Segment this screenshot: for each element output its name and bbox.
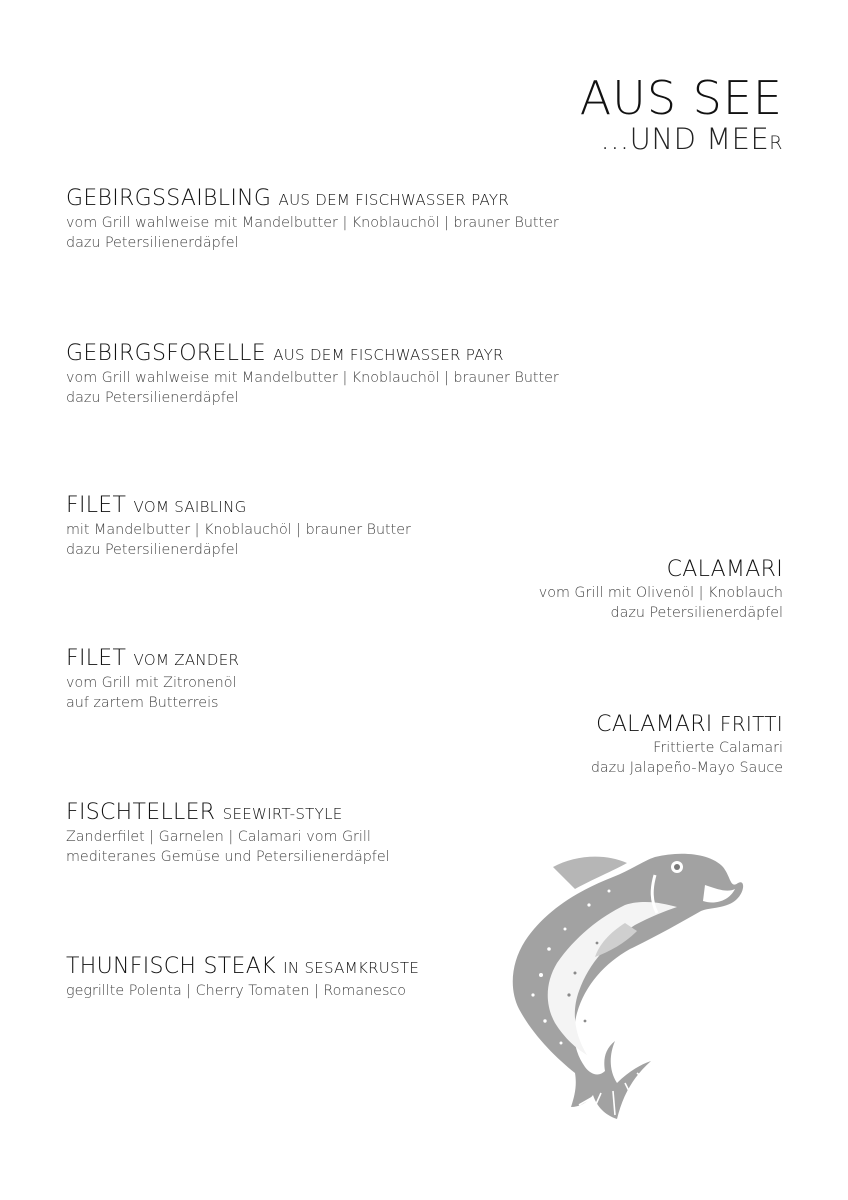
dish-name xyxy=(66,800,390,827)
dish-name xyxy=(66,341,559,368)
subtitle-end: R xyxy=(769,132,783,154)
dish-description: gegrillte Polenta | Cherry Tomaten | Romanesco xyxy=(66,983,407,999)
dish-side: dazu Jalapeño-Mayo Sauce xyxy=(590,760,783,776)
dish-name xyxy=(66,646,239,673)
dish-title: FILET xyxy=(66,493,127,518)
dish-subtitle: SEEWIRT-STYLE xyxy=(222,805,343,823)
dish-title: GEBIRGSFORELLE xyxy=(66,341,266,366)
page-title: AUS SEE xyxy=(579,71,783,125)
dish-title: GEBIRGSSAIBLING xyxy=(66,186,272,211)
dish-subtitle: VOM SAIBLING xyxy=(133,498,247,516)
dish-description: vom Grill mit Zitronenöl xyxy=(66,675,237,691)
dish-description: vom Grill mit Olivenöl | Knoblauch xyxy=(538,585,783,601)
dish-name xyxy=(591,711,783,738)
dish-side: mediteranes Gemüse und Petersilienerdäpfel xyxy=(66,849,390,865)
dish-description: vom Grill wahlweise mit Mandelbutter | Knoblauchöl | brauner Butter xyxy=(66,370,559,386)
dish-title: FISCHTELLER xyxy=(66,800,216,825)
page-subtitle xyxy=(580,124,783,158)
dish-name xyxy=(539,557,783,583)
dish-description: vom Grill wahlweise mit Mandelbutter | Knoblauchöl | brauner Butter xyxy=(66,215,559,231)
dish-description: Frittierte Calamari xyxy=(653,740,783,756)
dish-side: dazu Petersilienerdäpfel xyxy=(66,235,239,251)
dish-subtitle: VOM ZANDER xyxy=(133,651,240,669)
dish-subtitle: AUS DEM FISCHWASSER PAYR xyxy=(273,346,504,364)
dish-title: THUNFISCH STEAK xyxy=(66,954,276,979)
dish-subtitle: IN SESAMKRUSTE xyxy=(283,959,420,977)
dish-name xyxy=(66,493,411,520)
dish-name xyxy=(66,186,559,213)
menu-item-filet-saibling xyxy=(66,493,411,560)
dish-subtitle: AUS DEM FISCHWASSER PAYR xyxy=(278,191,510,209)
dish-name xyxy=(66,954,419,981)
dish-description: Zanderfilet | Garnelen | Calamari vom Grill xyxy=(66,829,371,845)
menu-item-calamari-fritti xyxy=(591,711,783,778)
page-header xyxy=(580,72,783,158)
menu-item-fischteller xyxy=(66,800,390,867)
dish-subtitle: FRITTI xyxy=(719,712,783,736)
menu-item-thunfisch-steak xyxy=(66,954,419,1001)
dish-title: CALAMARI xyxy=(596,712,713,737)
dish-title: CALAMARI xyxy=(666,557,783,582)
dish-description: mit Mandelbutter | Knoblauchöl | brauner Butter xyxy=(66,522,411,538)
dish-side: dazu Petersilienerdäpfel xyxy=(610,605,783,621)
subtitle-main: ...UND MEE xyxy=(600,122,770,156)
dish-side: dazu Petersilienerdäpfel xyxy=(66,390,239,406)
menu-item-filet-zander xyxy=(66,646,239,713)
dish-title: FILET xyxy=(66,646,127,671)
menu-item-gebirgssaibling xyxy=(66,186,559,253)
dish-side: auf zartem Butterreis xyxy=(66,695,219,711)
menu-item-calamari xyxy=(539,557,783,623)
menu-item-gebirgsforelle xyxy=(66,341,559,408)
jumping-trout-icon xyxy=(505,845,750,1130)
dish-side: dazu Petersilienerdäpfel xyxy=(66,542,239,558)
